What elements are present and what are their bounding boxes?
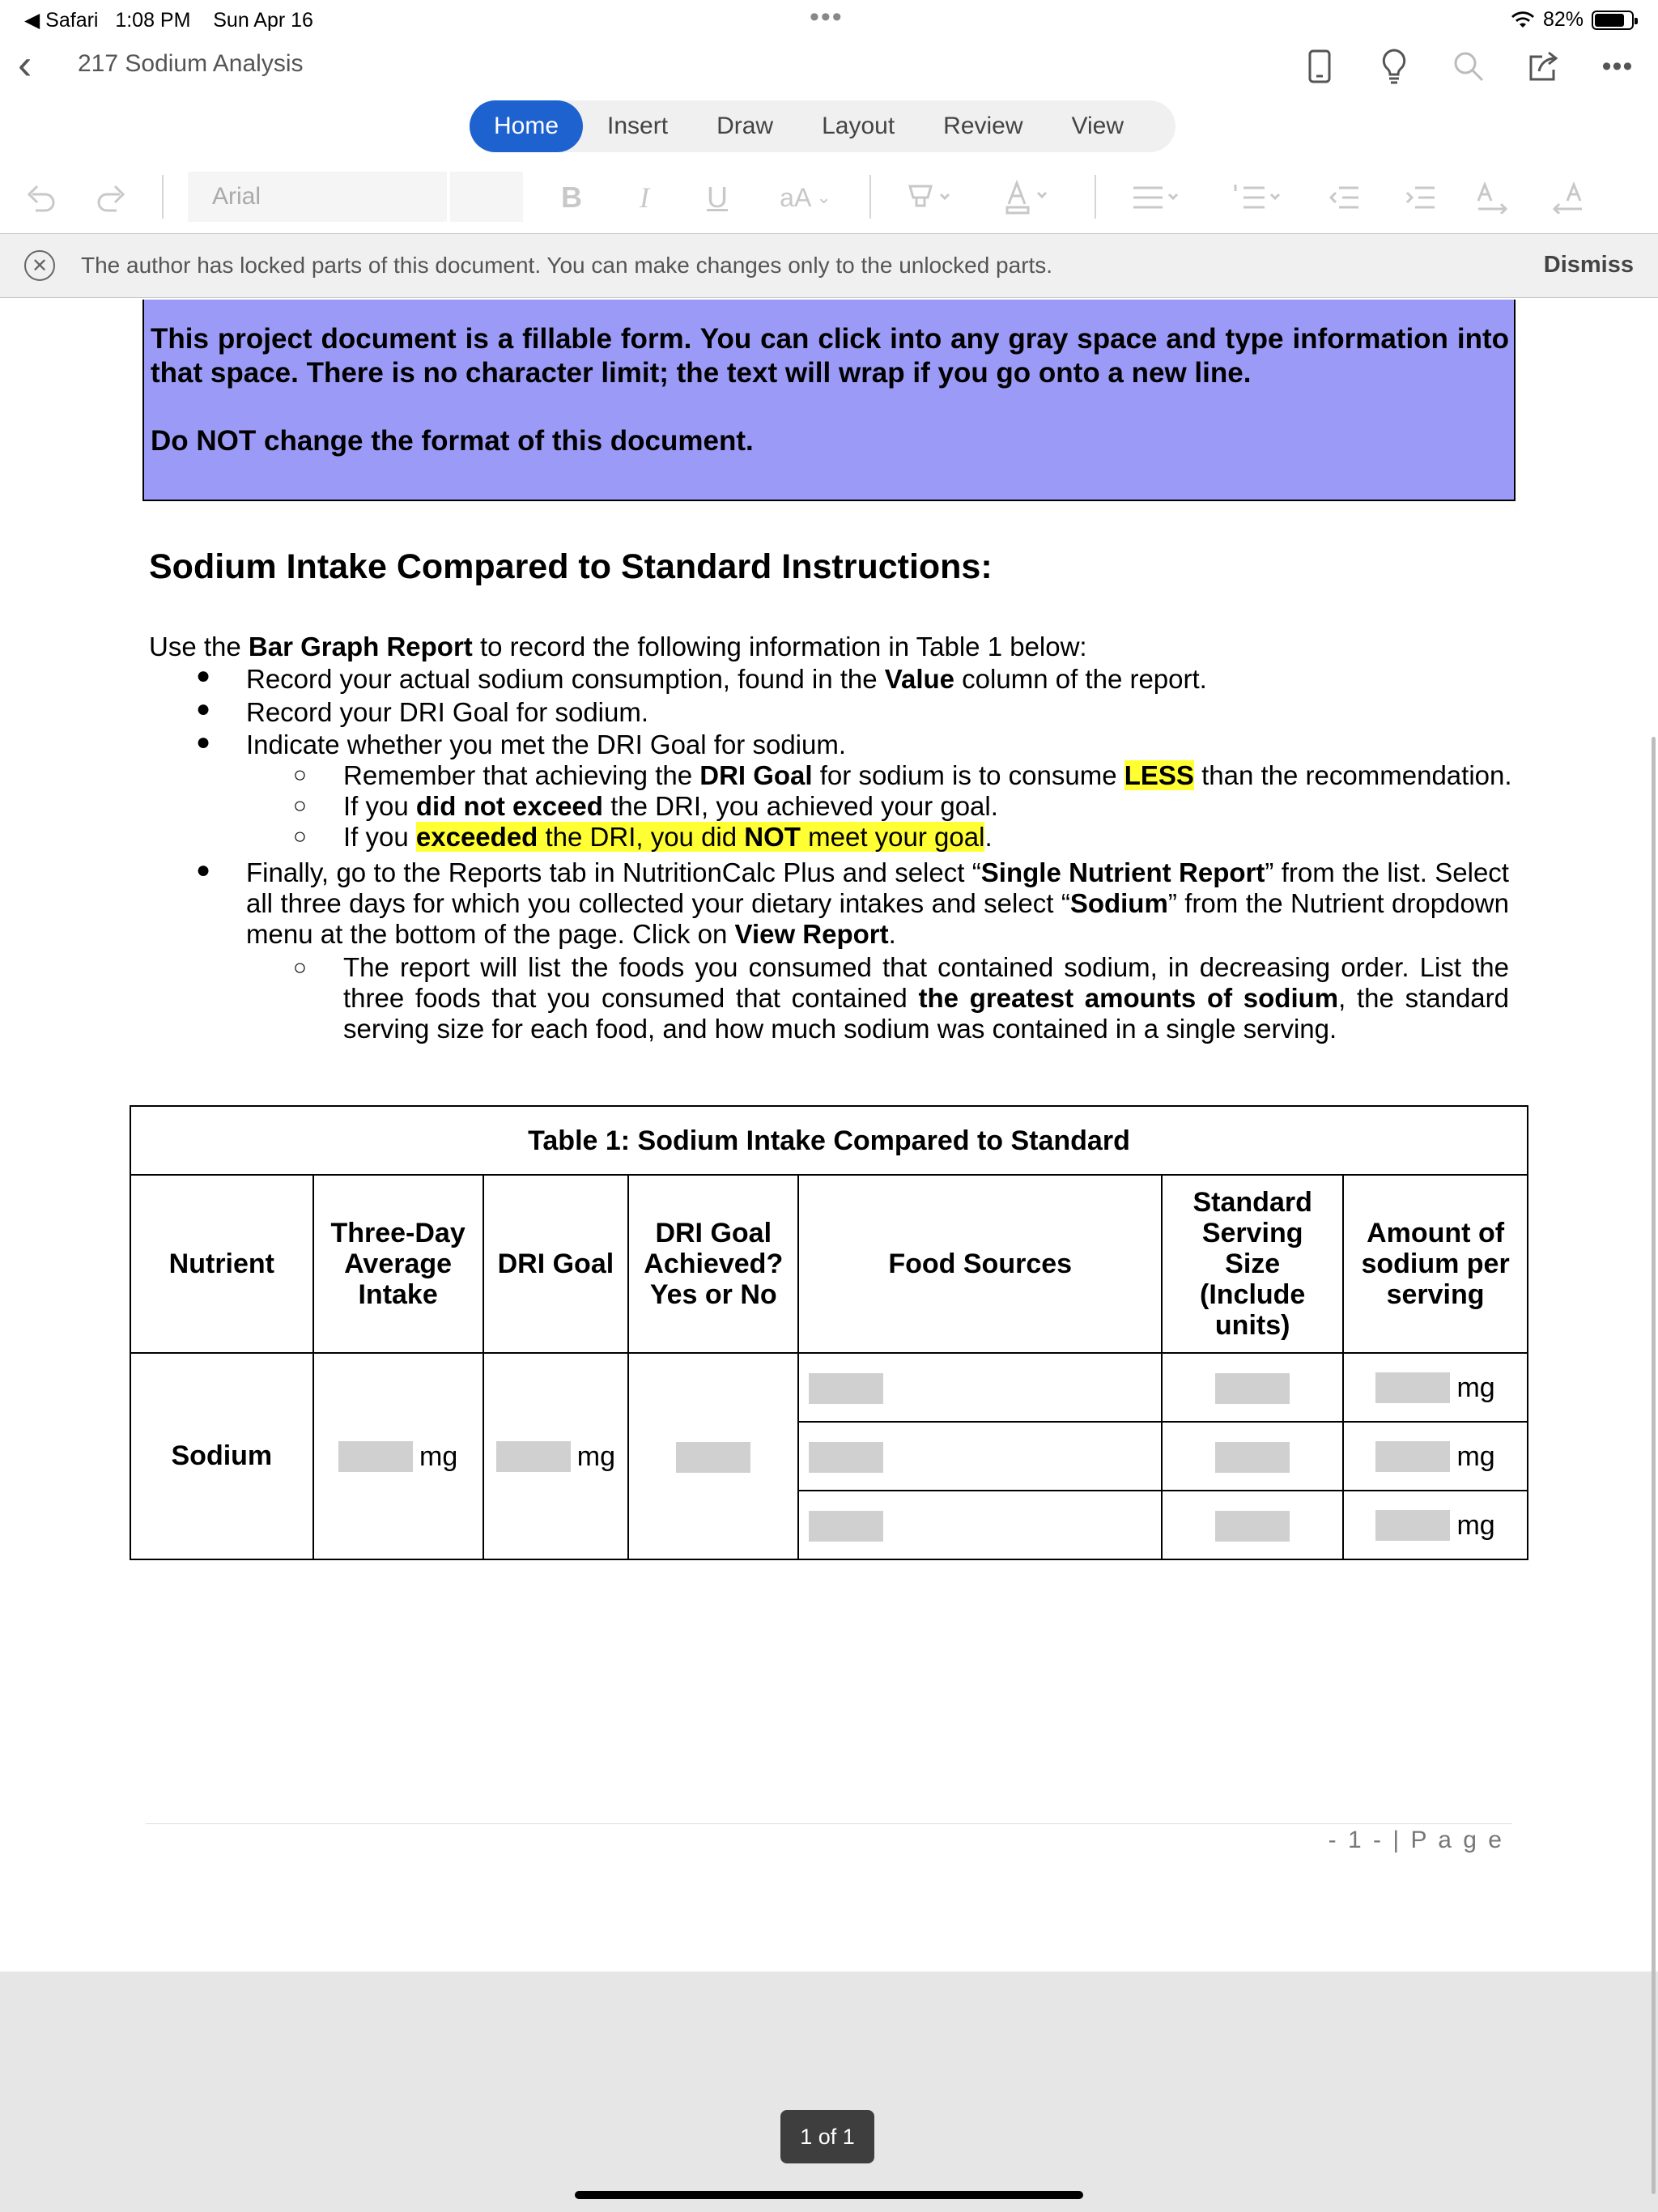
header-dri-goal: DRI Goal: [483, 1175, 629, 1353]
table-row: [130, 1353, 1528, 1422]
bullet-icon: ●: [196, 729, 211, 755]
bullet-3: Indicate whether you met the DRI Goal for sodium.: [246, 730, 847, 759]
s4-bold: the greatest amounts of sodium: [918, 983, 1339, 1013]
serving-size-field-2[interactable]: [1215, 1442, 1290, 1473]
font-color-icon[interactable]: [996, 165, 1061, 230]
bullet-icon: ●: [196, 696, 211, 722]
header-three-day-average: Three-Day Average Intake: [313, 1175, 483, 1353]
mobile-view-icon[interactable]: [1295, 42, 1344, 91]
redo-icon[interactable]: [87, 165, 136, 230]
highlight-icon[interactable]: [899, 165, 963, 230]
title-bar-actions: [1295, 42, 1642, 91]
sub-bullet-1: [343, 760, 1512, 791]
bullet-icon: ●: [196, 662, 211, 689]
dri-achieved-cell: [628, 1353, 798, 1559]
b4-d: Sodium: [1069, 888, 1168, 918]
intro-bold: Bar Graph Report: [248, 632, 473, 661]
b4-g: .: [888, 919, 896, 949]
sodium-amount-field-2[interactable]: [1375, 1441, 1450, 1472]
b1-bold: Value: [884, 664, 955, 694]
back-chevron-icon[interactable]: ‹: [18, 41, 32, 88]
dri-goal-field[interactable]: [496, 1441, 571, 1472]
serving-size-cell: [1162, 1422, 1343, 1491]
search-icon[interactable]: [1444, 42, 1493, 91]
section-heading: Sodium Intake Compared to Standard Instructions:: [149, 547, 993, 586]
s3-pre: If you: [343, 822, 416, 852]
s3-hl-bold: exceeded: [415, 822, 538, 852]
toolbar-divider: [1095, 175, 1096, 219]
s1-post: than the recommendation.: [1193, 760, 1512, 790]
s3-hl-mid: the DRI, you did: [538, 822, 745, 852]
b4-c: ” from the list. Select all three days for which you collected your dietary intakes and select “: [246, 857, 1509, 918]
bullet-1: [246, 664, 1207, 695]
header-serving-size: Standard Serving Size (Include units): [1162, 1175, 1343, 1353]
text-direction-rtl-icon[interactable]: [1543, 165, 1592, 230]
multitasking-dots-icon[interactable]: •••: [810, 2, 844, 32]
lightbulb-icon[interactable]: [1370, 42, 1418, 91]
italic-button[interactable]: I: [640, 181, 649, 214]
s2-bold: did not exceed: [415, 791, 603, 821]
s1-mid: for sodium is to consume: [812, 760, 1124, 790]
s2-pre: If you: [343, 791, 416, 821]
tab-home[interactable]: Home: [470, 100, 583, 152]
s4-post: , the standard serving size for each food, and how much sodium was contained in a single serving.: [343, 983, 1509, 1044]
b4-a: Finally, go to the Reports tab in NutritionCalc Plus and select “: [246, 857, 981, 887]
font-size-box[interactable]: [450, 172, 523, 222]
sodium-amount-cell: [1343, 1491, 1528, 1559]
tab-view[interactable]: View: [1071, 113, 1124, 139]
food-source-field-1[interactable]: [809, 1373, 883, 1404]
header-sodium-per-serving: Amount of sodium per serving: [1343, 1175, 1528, 1353]
locked-document-banner: [0, 233, 1658, 298]
bullet-2: Record your DRI Goal for sodium.: [246, 697, 649, 727]
nutrient-cell: Sodium: [130, 1353, 313, 1559]
sub-bullet-icon: ○: [293, 793, 307, 818]
tab-layout[interactable]: Layout: [822, 113, 895, 139]
tab-review[interactable]: Review: [943, 113, 1023, 139]
banner-message: The author has locked parts of this document. You can make changes only to the unlocked parts.: [81, 253, 1053, 278]
document-background: [0, 1972, 1658, 2212]
font-name-box[interactable]: [188, 172, 447, 222]
b4-f: View Report: [734, 919, 889, 949]
average-intake-field[interactable]: [338, 1441, 413, 1472]
status-bar: [0, 0, 1658, 39]
table-title: Table 1: Sodium Intake Compared to Standard: [130, 1106, 1528, 1175]
dri-achieved-field[interactable]: [676, 1442, 750, 1473]
b4-e: ” from the Nutrient dropdown menu at the bottom of the page. Click on: [246, 888, 1509, 949]
food-source-field-2[interactable]: [809, 1442, 883, 1473]
b1-pre: Record your actual sodium consumption, found in the: [246, 664, 885, 694]
sodium-amount-cell: [1343, 1353, 1528, 1422]
font-name-value: Arial: [212, 183, 261, 210]
header-food-sources: Food Sources: [798, 1175, 1162, 1353]
font-size-menu-button[interactable]: [769, 165, 842, 230]
decrease-indent-icon[interactable]: [1320, 165, 1368, 230]
document-page: [0, 300, 1658, 1972]
status-date: Sun Apr 16: [213, 9, 313, 32]
serving-size-field-3[interactable]: [1215, 1511, 1290, 1542]
vertical-scrollbar[interactable]: [1652, 737, 1656, 2194]
s2-post: the DRI, you achieved your goal.: [602, 791, 998, 821]
increase-indent-icon[interactable]: [1396, 165, 1444, 230]
tab-insert[interactable]: Insert: [607, 113, 669, 139]
text-direction-ltr-icon[interactable]: [1469, 165, 1517, 230]
more-options-icon[interactable]: •••: [1601, 50, 1634, 82]
unit-label: mg: [1456, 1372, 1495, 1403]
title-bar: [0, 39, 1658, 96]
dismiss-button[interactable]: Dismiss: [1543, 252, 1634, 278]
tab-draw[interactable]: Draw: [716, 113, 774, 139]
sub-bullet-2: [343, 791, 998, 822]
b1-post: column of the report.: [954, 664, 1207, 694]
sub-bullet-3: [343, 822, 993, 853]
serving-size-field-1[interactable]: [1215, 1373, 1290, 1404]
status-left: [24, 8, 313, 32]
wifi-icon: [1511, 11, 1535, 29]
average-intake-cell: [313, 1353, 483, 1559]
chevron-down-icon: ⌄: [811, 187, 831, 207]
back-to-safari-link[interactable]: ◀ Safari: [24, 9, 99, 32]
page-number-footer: - 1 - | P a g e: [1328, 1827, 1504, 1853]
share-icon[interactable]: [1519, 42, 1567, 91]
toolbar-divider: [162, 175, 164, 219]
status-time: 1:08 PM: [115, 9, 191, 32]
sodium-amount-cell: [1343, 1422, 1528, 1491]
bullet-4: [246, 857, 1509, 950]
sub-bullet-icon: ○: [293, 762, 307, 787]
intro-text: [149, 632, 1087, 662]
unit-label: mg: [1456, 1440, 1495, 1472]
footer-divider: [146, 1823, 1512, 1824]
underline-button[interactable]: U: [707, 181, 728, 214]
sub-bullet-icon: ○: [293, 955, 307, 980]
status-right: [1511, 8, 1634, 32]
numbered-list-icon[interactable]: [1226, 165, 1290, 230]
unit-label: mg: [576, 1440, 616, 1472]
notice-paragraph-2: Do NOT change the format of this document.: [151, 425, 754, 457]
header-dri-achieved: DRI Goal Achieved? Yes or No: [628, 1175, 798, 1353]
document-title[interactable]: 217 Sodium Analysis: [78, 50, 304, 77]
sub-bullet-icon: ○: [293, 823, 307, 849]
s1-pre: Remember that achieving the: [343, 760, 700, 790]
food-source-cell: [798, 1422, 1162, 1491]
unit-label: mg: [1456, 1509, 1495, 1541]
dri-goal-cell: [483, 1353, 629, 1559]
sodium-amount-field-1[interactable]: [1375, 1372, 1450, 1403]
battery-icon: [1592, 11, 1634, 30]
unit-label: mg: [419, 1440, 458, 1472]
ribbon-tabs: [470, 100, 1175, 152]
s1-highlight: LESS: [1124, 760, 1194, 790]
page-indicator: 1 of 1: [780, 2110, 874, 2163]
serving-size-cell: [1162, 1353, 1343, 1422]
close-icon[interactable]: ✕: [24, 250, 55, 281]
s1-bold: DRI Goal: [699, 760, 813, 790]
s3-highlight: [416, 822, 985, 852]
font-size-glyph: aA: [780, 182, 812, 212]
food-source-cell: [798, 1491, 1162, 1559]
s3-hl-post: meet your goal: [800, 822, 985, 852]
s4-pre: The report will list the foods you consumed that contained sodium, in decreasing order. List the three foods that you consumed that contained: [343, 952, 1509, 1013]
s3-hl-bold2: NOT: [744, 822, 801, 852]
sub-bullet-4: [343, 952, 1509, 1044]
intro-pre: Use the: [149, 632, 249, 661]
intro-post: to record the following information in Table 1 below:: [472, 632, 1087, 661]
toolbar-divider: [869, 175, 871, 219]
instructions-notice-box: [142, 300, 1516, 501]
sodium-intake-table: [130, 1105, 1528, 1560]
b4-b: Single Nutrient Report: [980, 857, 1265, 887]
bold-button[interactable]: B: [561, 181, 582, 214]
s3-end: .: [984, 822, 993, 852]
bullet-icon: ●: [196, 857, 211, 883]
food-source-field-3[interactable]: [809, 1511, 883, 1542]
header-nutrient: Nutrient: [130, 1175, 313, 1353]
home-indicator[interactable]: [575, 2191, 1083, 2199]
battery-percent: 82%: [1542, 8, 1584, 31]
serving-size-cell: [1162, 1491, 1343, 1559]
food-source-cell: [798, 1353, 1162, 1422]
sodium-amount-field-3[interactable]: [1375, 1510, 1450, 1541]
undo-icon[interactable]: [16, 165, 65, 230]
notice-paragraph-1: This project document is a fillable form. You can click into any gray space and type information into that space. There is no character limit; the text will wrap if you go onto a new line.: [151, 323, 1509, 389]
bullet-list-icon[interactable]: [1124, 165, 1188, 230]
